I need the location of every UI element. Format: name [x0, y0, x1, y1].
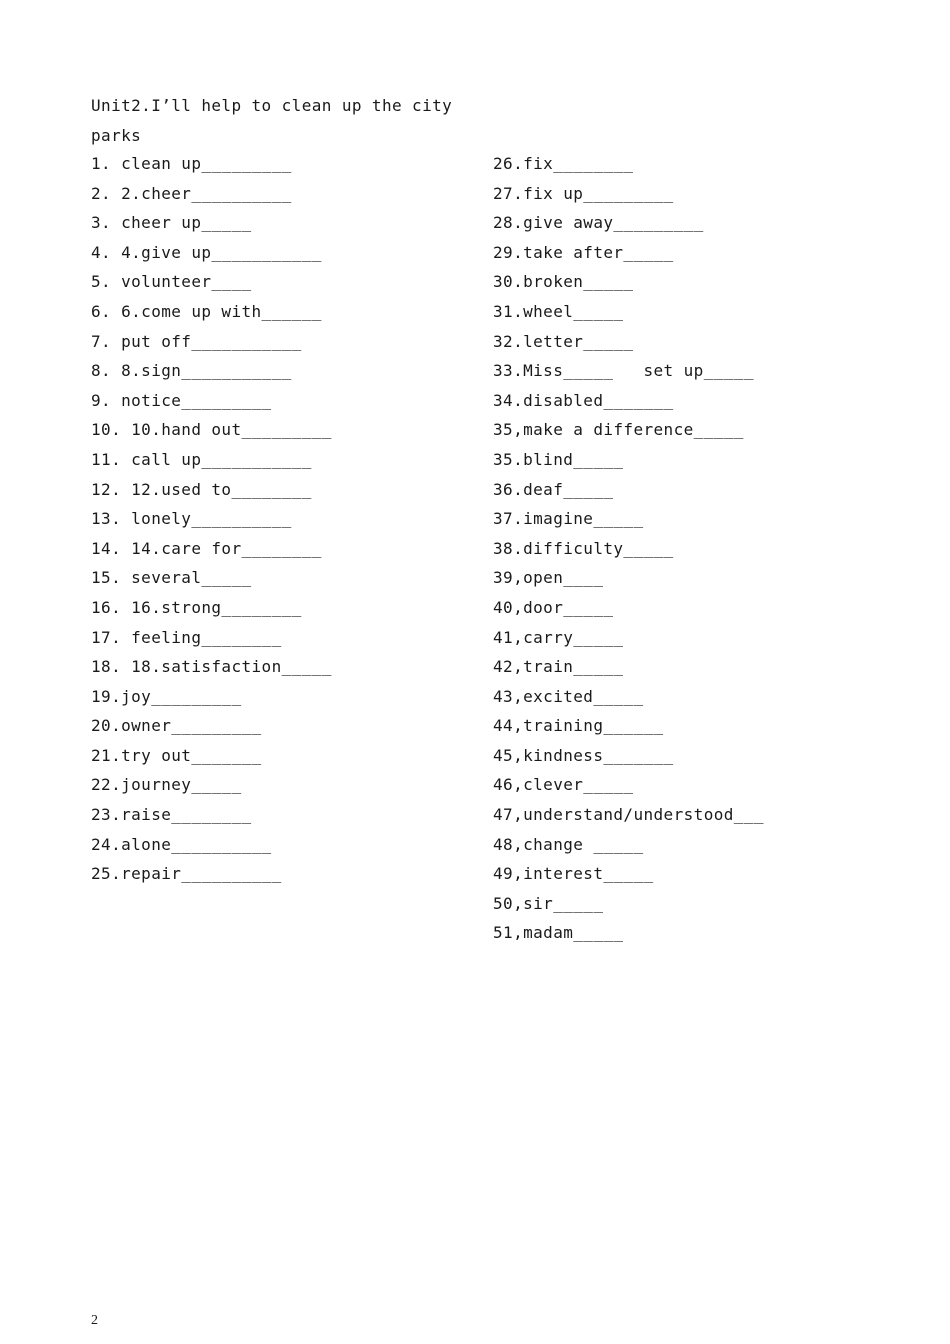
vocabulary-item: 37.imagine_____ [493, 509, 644, 529]
vocabulary-item: 7. put off___________ [91, 331, 302, 351]
vocabulary-item: 44,training______ [493, 716, 664, 736]
vocabulary-item: 47,understand/understood___ [493, 805, 764, 825]
vocabulary-item: 9. notice_________ [91, 390, 272, 410]
vocabulary-item: 42,train_____ [493, 657, 624, 677]
vocabulary-item: 49,interest_____ [493, 864, 654, 884]
vocabulary-item: 43,excited_____ [493, 686, 644, 706]
vocabulary-item: 10. 10.hand out_________ [91, 420, 332, 440]
vocabulary-item: 26.fix________ [493, 154, 634, 173]
vocabulary-item: 27.fix up_________ [493, 183, 674, 203]
page-number: 2 [91, 1313, 98, 1328]
vocabulary-item: 35,make a difference_____ [493, 420, 744, 440]
vocabulary-item: 14. 14.care for________ [91, 538, 322, 558]
vocabulary-item: 11. call up___________ [91, 449, 312, 469]
vocabulary-item: 22.journey_____ [91, 775, 242, 795]
vocabulary-item: 45,kindness_______ [493, 745, 674, 765]
vocabulary-item: 3. cheer up_____ [91, 213, 252, 233]
vocabulary-item: 51,madam_____ [493, 923, 624, 943]
vocabulary-item: 21.try out_______ [91, 745, 262, 765]
vocabulary-item: 36.deaf_____ [493, 479, 614, 499]
vocabulary-item: 46,clever_____ [493, 775, 634, 795]
vocabulary-item: 16. 16.strong________ [91, 597, 302, 617]
vocabulary-item: 29.take after_____ [493, 242, 674, 262]
vocabulary-item: 48,change _____ [493, 834, 644, 854]
vocabulary-item: 25.repair__________ [91, 864, 282, 884]
vocabulary-item: 12. 12.used to________ [91, 479, 312, 499]
vocabulary-item: 8. 8.sign___________ [91, 361, 292, 381]
vocabulary-item: 15. several_____ [91, 568, 252, 588]
vocabulary-item: 5. volunteer____ [91, 272, 252, 292]
vocabulary-item: 39,open____ [493, 568, 604, 588]
vocabulary-item: 13. lonely__________ [91, 509, 292, 529]
vocabulary-item: 34.disabled_______ [493, 390, 674, 410]
vocabulary-item: 4. 4.give up___________ [91, 242, 322, 262]
vocabulary-item: 24.alone__________ [91, 834, 272, 854]
vocabulary-item: 30.broken_____ [493, 272, 634, 292]
vocabulary-item: 33.Miss_____ set up_____ [493, 361, 754, 381]
vocabulary-item: 38.difficulty_____ [493, 538, 674, 558]
vocabulary-item: 1. clean up_________ [91, 154, 292, 173]
vocabulary-list-right [493, 154, 764, 953]
vocabulary-item: 28.give away_________ [493, 213, 704, 233]
vocabulary-item: 18. 18.satisfaction_____ [91, 657, 332, 677]
vocabulary-item: 41,carry_____ [493, 627, 624, 647]
vocabulary-item: 19.joy_________ [91, 686, 242, 706]
vocabulary-item: 32.letter_____ [493, 331, 634, 351]
vocabulary-item: 6. 6.come up with______ [91, 301, 322, 321]
vocabulary-item: 50,sir_____ [493, 893, 604, 913]
vocabulary-item: 2. 2.cheer__________ [91, 183, 292, 203]
vocabulary-item: 31.wheel_____ [493, 301, 624, 321]
vocabulary-list-left [91, 154, 332, 894]
unit-title-continuation: parks [91, 126, 142, 145]
vocabulary-item: 35.blind_____ [493, 449, 624, 469]
vocabulary-item: 17. feeling________ [91, 627, 282, 647]
vocabulary-item: 23.raise________ [91, 805, 252, 825]
vocabulary-item: 40,door_____ [493, 597, 614, 617]
unit-title: Unit2.I’ll help to clean up the city [91, 96, 453, 115]
vocabulary-item: 20.owner_________ [91, 716, 262, 736]
